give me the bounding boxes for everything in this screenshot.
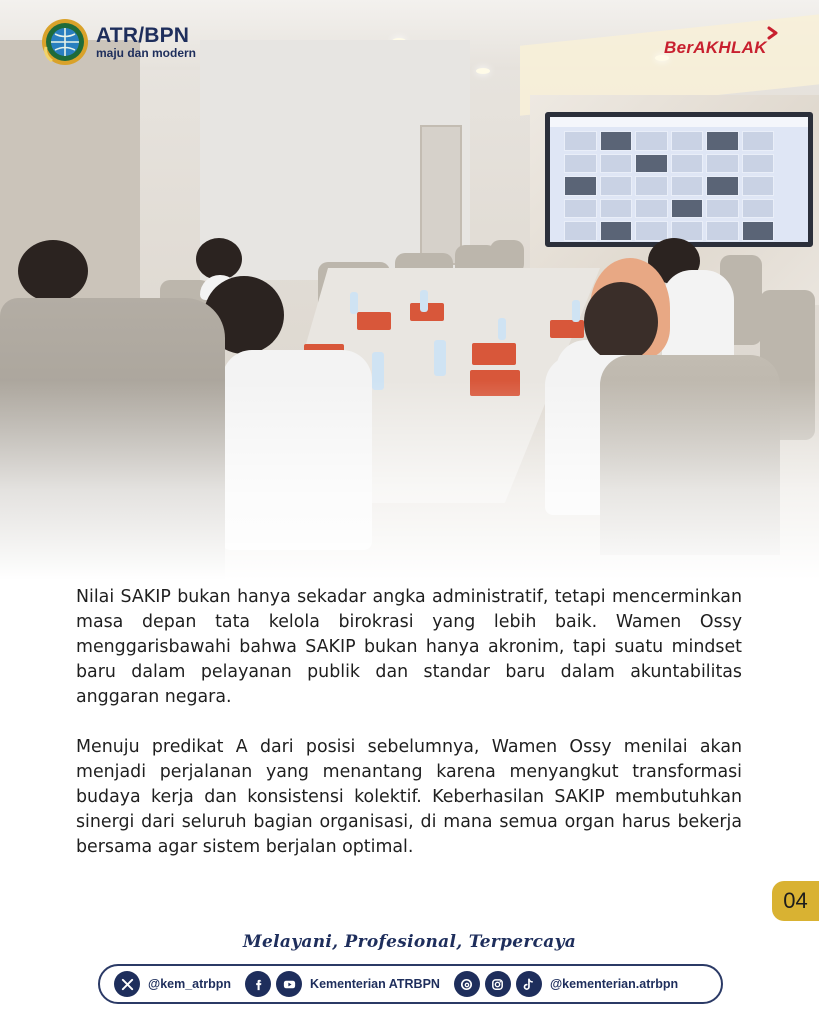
x-icon[interactable] bbox=[114, 971, 140, 997]
water-bottle bbox=[572, 300, 580, 322]
tissue-box bbox=[550, 320, 584, 338]
threads-icon[interactable] bbox=[454, 971, 480, 997]
person-head bbox=[196, 238, 242, 280]
facebook-youtube-name[interactable]: Kementerian ATRBPN bbox=[310, 977, 440, 991]
downlight bbox=[476, 68, 490, 74]
paragraph: Menuju predikat A dari posisi sebelumnya, Wamen Ossy menilai akan menjadi perjalanan yang menantang karena menyangkut transformasi budaya kerja dan konsistensi kolektif. Keberhasilan SAKIP membutuhkan sinergi dari seluruh bagian organisasi, di mana semua organ harus bekerja bersama agar sistem berjalan optimal. bbox=[76, 737, 742, 857]
logo-name: ATR/BPN bbox=[96, 23, 190, 47]
person-head bbox=[584, 282, 658, 362]
x-handle[interactable]: @kem_atrbpn bbox=[148, 977, 232, 991]
water-bottle bbox=[350, 292, 358, 314]
berakhlak-chevron-icon bbox=[766, 26, 780, 40]
water-bottle bbox=[420, 290, 428, 312]
social-media-bar bbox=[98, 964, 723, 1004]
door bbox=[420, 125, 462, 265]
page-number-badge: 04 bbox=[772, 881, 819, 921]
atr-bpn-logo bbox=[40, 17, 196, 67]
photo-fade bbox=[0, 380, 819, 580]
article-body bbox=[76, 585, 742, 860]
water-bottle bbox=[498, 318, 506, 340]
paragraph: Nilai SAKIP bukan hanya sekadar angka administratif, tetapi mencerminkan masa depan tata kelola birokrasi yang lebih baik. Wamen Ossy menggarisbawahi bahwa SAKIP bukan hanya akronim, tapi suatu mindset baru dalam pelayanan publik dan standar baru dalam akuntabilitas anggaran negara. bbox=[76, 587, 742, 707]
logo-tagline: maju dan modern bbox=[96, 45, 197, 60]
atr-bpn-emblem-icon bbox=[40, 17, 90, 67]
threads-instagram-tiktok-handle[interactable]: @kementerian.atrbpn bbox=[549, 977, 679, 991]
facebook-icon[interactable] bbox=[245, 971, 271, 997]
person-head bbox=[18, 240, 88, 302]
tissue-box bbox=[357, 312, 391, 330]
video-conference-screen bbox=[545, 112, 813, 247]
youtube-icon[interactable] bbox=[276, 971, 302, 997]
tiktok-icon[interactable] bbox=[516, 971, 542, 997]
motto: Melayani, Profesional, Terpercaya bbox=[242, 932, 577, 952]
tissue-box bbox=[472, 343, 516, 365]
instagram-icon[interactable] bbox=[485, 971, 511, 997]
berakhlak-logo: BerAKHLAK bbox=[664, 38, 767, 57]
water-bottle bbox=[434, 340, 446, 376]
